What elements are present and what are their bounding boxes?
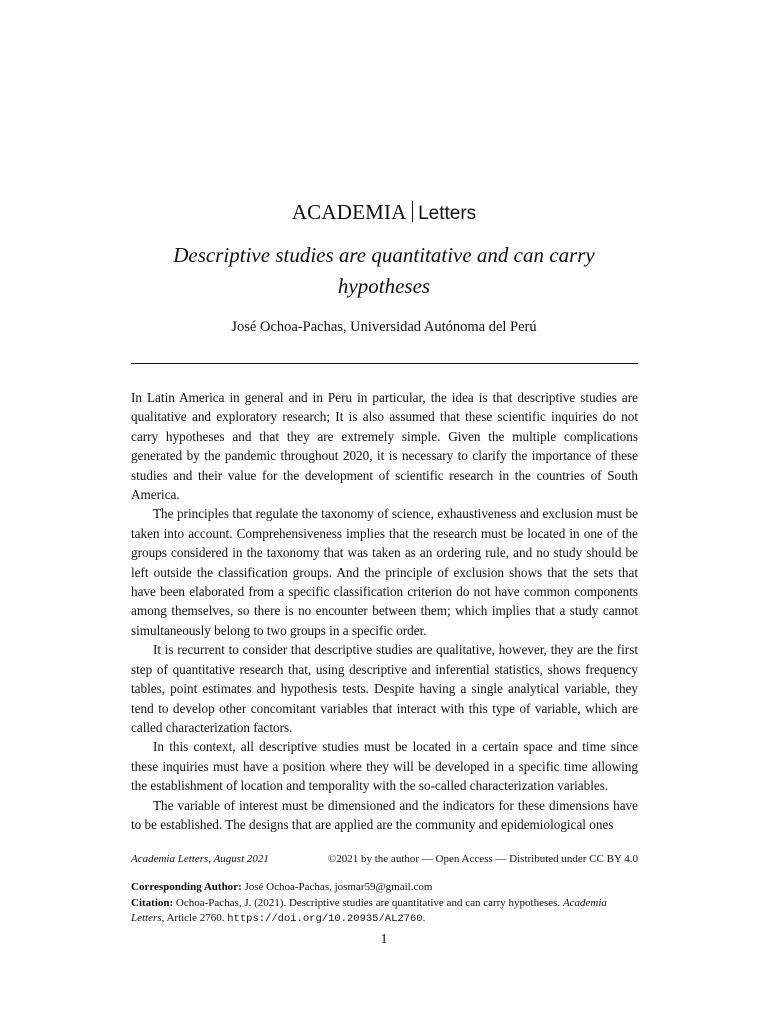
correspondence-block (131, 880, 638, 928)
body-paragraph-2: The principles that regulate the taxonomy of science, exhaustiveness and exclusion must be taken into account. Comprehensiveness implies that the research must be located in one of the groups considered in the taxonomy that was taken as an ordering rule, and no study should be left outside the classification groups. And the principle of exclusion shows that the sets that have been elaborated from a specific classification criterion do not have common components among themselves, so there is no encounter between them; which implies that a study cannot simultaneously belong to two groups in a specific order. (131, 506, 638, 638)
corresponding-author (131, 880, 638, 896)
body-paragraph-1: In Latin America in general and in Peru in particular, the idea is that descriptive studies are qualitative and exploratory research; It is also assumed that these scientific inquiries do not carry hypotheses and that they are extremely simple. Given the multiple complications generated by the pandemic throughout 2020, it is necessary to clarify the importance of these studies and their value for the development of scientific research in the countries of South America. (131, 390, 638, 503)
article-body (131, 388, 638, 834)
footer-license: ©2021 by the author — Open Access — Distributed under CC BY 4.0 (327, 853, 638, 865)
body-paragraph-4: In this context, all descriptive studies must be located in a certain space and time since these inquiries must have a position where they will be developed in a specific time allowing the establishment of location and temporality with the so-called characterization variables. (131, 739, 638, 794)
corresponding-label: Corresponding Author: (131, 881, 242, 893)
citation (131, 896, 638, 928)
citation-article: , Article 2760. (161, 912, 225, 924)
author-affiliation: José Ochoa-Pachas, Universidad Autónoma del Perú (231, 319, 537, 335)
page-number: 1 (380, 932, 388, 947)
citation-journal: Academia Letters (131, 896, 607, 924)
body-paragraph-3: It is recurrent to consider that descriptive studies are qualitative, however, they are the first step of quantitative research that, using descriptive and inferential statistics, shows frequency tables, point estimates and hypothesis tests. Despite having a single analytical variable, they tend to develop other concomitant variables that interact with this type of variable, which are called characterization factors. (131, 642, 638, 735)
masthead-divider (412, 201, 414, 222)
footer-journal: Academia Letters, August 2021 (131, 853, 269, 865)
body-paragraph-5: The variable of interest must be dimensioned and the indicators for these dimensions have to be established. The designs that are applied are the community and epidemiological ones (131, 797, 638, 832)
article-title: Descriptive studies are quantitative and can carry hypotheses (173, 243, 595, 298)
journal-masthead (0, 198, 768, 228)
page-footer (131, 853, 638, 865)
journal-section: Letters (418, 203, 477, 224)
journal-brand: ACADEMIA (291, 200, 407, 224)
citation-end: . (422, 912, 426, 924)
citation-doi-link[interactable]: https://doi.org/10.20935/AL2760 (227, 913, 423, 925)
citation-label: Citation: (131, 896, 174, 909)
citation-text: Ochoa-Pachas, J. (2021). Descriptive studies are quantitative and can carry hypotheses. (175, 896, 561, 909)
corresponding-text: José Ochoa-Pachas, josmar59@gmail.com (244, 881, 433, 893)
header-rule (131, 363, 638, 364)
